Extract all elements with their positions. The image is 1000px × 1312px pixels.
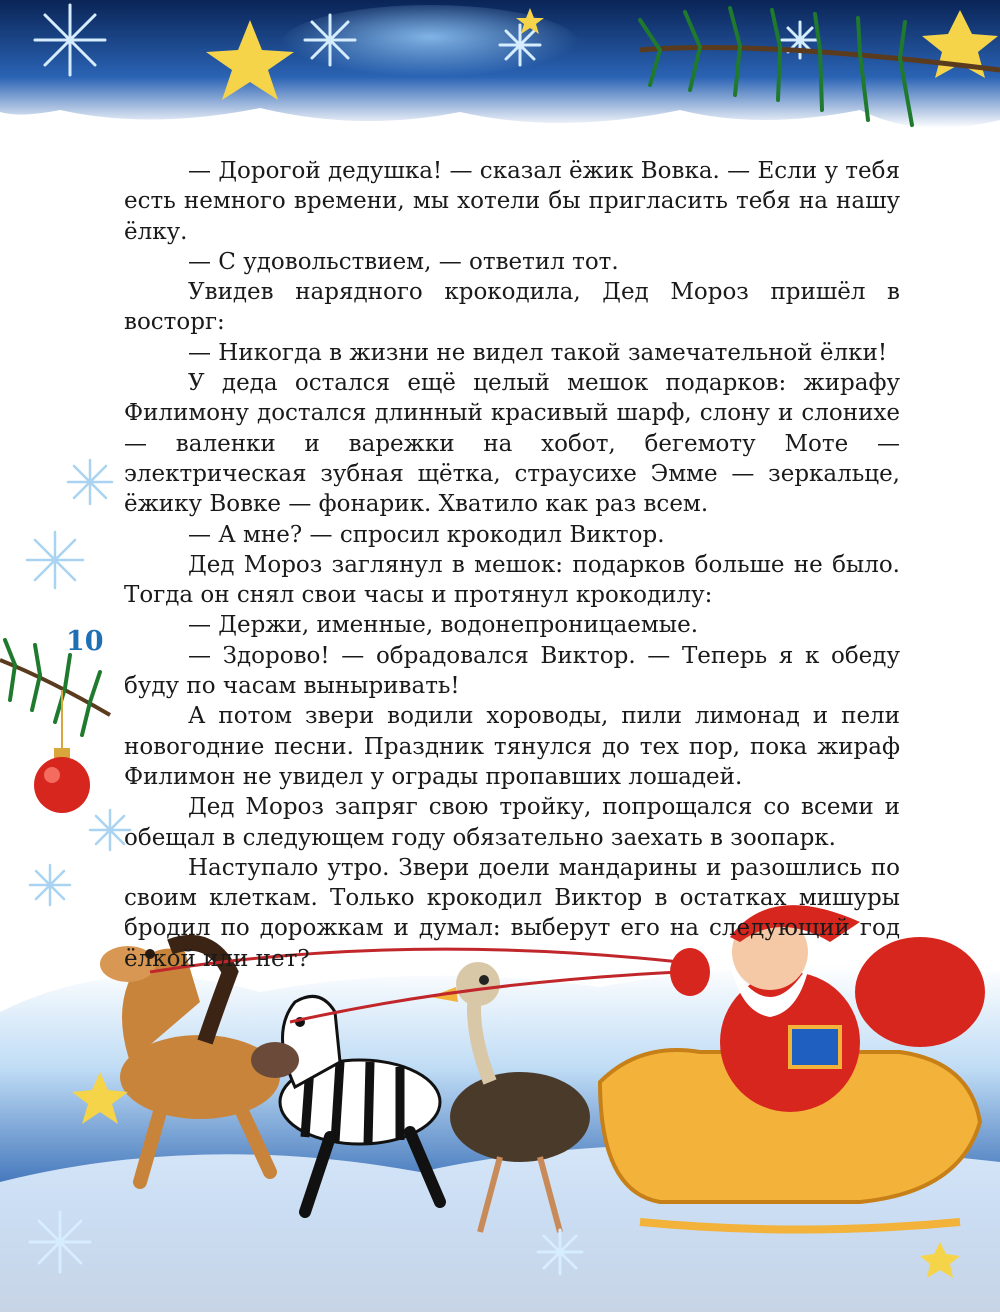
paragraph: Наступало утро. Звери доели мандарины и разошлись по своим клеткам. Только крокодил Виктор в остатках мишуры бродил по дорожкам и думал: выберут его на следующий год ёлкой или нет? [124,854,900,972]
story-text [124,156,900,974]
paragraph: — Дорогой дедушка! — сказал ёжик Вовка. — Если у тебя есть немного времени, мы хотели бы пригласить тебя на нашу ёлку. [124,158,900,245]
paragraph: А потом звери водили хороводы, пили лимонад и пели новогодние песни. Праздник тянулся до тех пор, пока жираф Филимон не увидел у ограды пропавших лошадей. [124,703,900,790]
paragraph: Дед Мороз заглянул в мешок: подарков больше не было. Тогда он снял свои часы и протянул крокодилу: [124,551,900,609]
paragraph: — Здорово! — обрадовался Виктор. — Теперь я к обеду буду по часам выныривать! [124,642,900,700]
paragraph: Дед Мороз запряг свою тройку, попрощался со всеми и обещал в следующем году обязательно заехать в зоопарк. [124,794,900,851]
ornament-ball-icon [34,748,90,813]
page-number: 10 [66,626,104,657]
snowflake-icon [27,460,130,905]
paragraph: — Никогда в жизни не видел такой замечательной ёлки! [188,339,888,366]
paragraph: — Держи, именные, водонепроницаемые. [188,612,699,639]
paragraph: У деда остался ещё целый мешок подарков: жирафу Филимону достался длинный красивый шарф, слону и слонихе — валенки и варежки на хобот, бегемоту Моте — электрическая зубная щётка, страусихе Эмме — зеркальце, ёжику Вовке — фонарик. Хватило как раз всем. [124,370,900,518]
paragraph: — А мне? — спросил крокодил Виктор. [188,521,665,548]
paragraph: — С удовольствием, — ответил тот. [188,248,619,275]
paragraph: Увидев нарядного крокодила, Дед Мороз пришёл в восторг: [124,279,900,336]
